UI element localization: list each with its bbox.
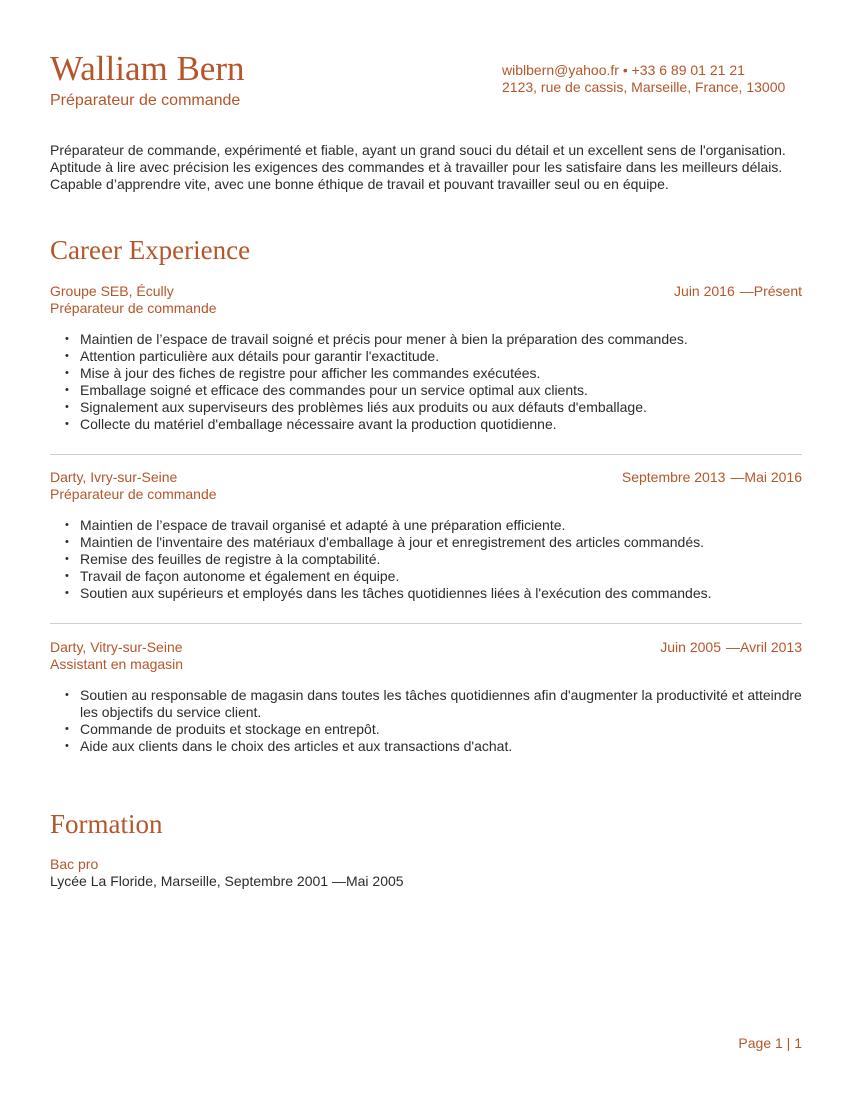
- job-dates: [660, 639, 802, 656]
- summary-line: Préparateur de commande, expérimenté et fiable, ayant un grand souci du détail et un excellent sens de l'organisation.: [50, 142, 786, 158]
- duty-text: Aide aux clients dans le choix des articles et aux transactions d'achat.: [80, 738, 513, 754]
- bullet-icon: •: [65, 367, 69, 379]
- list-item: [65, 738, 802, 755]
- job-company: Groupe SEB, Écully: [50, 283, 174, 299]
- job-duties-list: [50, 687, 802, 755]
- duty-text: Commande de produits et stockage en entrepôt.: [80, 721, 380, 737]
- job-company: Darty, Vitry-sur-Seine: [50, 639, 183, 655]
- profile-summary: [50, 142, 802, 193]
- job-header: [50, 639, 802, 673]
- job-role: Assistant en magasin: [50, 656, 184, 672]
- job-start-date: Juin 2005: [660, 639, 721, 655]
- job-company: Darty, Ivry-sur-Seine: [50, 469, 178, 485]
- candidate-job-title: Préparateur de commande: [50, 92, 241, 109]
- bullet-icon: •: [65, 723, 69, 735]
- job-entry: [50, 283, 802, 433]
- bullet-icon: •: [65, 350, 69, 362]
- job-start-date: Juin 2016: [674, 283, 735, 299]
- list-item: [65, 348, 802, 365]
- duty-text: Maintien de l’espace de travail soigné et précis pour mener à bien la préparation des commandes.: [80, 331, 688, 347]
- candidate-name: Walliam Bern: [50, 49, 245, 88]
- list-item: [65, 517, 802, 534]
- contact-block: [502, 62, 802, 96]
- education-degree: Bac pro: [50, 856, 99, 872]
- duty-text: Maintien de l’espace de travail organisé et adapté à une préparation efficiente.: [80, 517, 566, 533]
- list-item: [65, 365, 802, 382]
- resume-page: [50, 0, 802, 1102]
- bullet-icon: •: [65, 740, 69, 752]
- bullet-icon: •: [65, 401, 69, 413]
- list-item: [65, 416, 802, 433]
- job-end-date: —Avril 2013: [725, 639, 802, 655]
- education-end-date: —Mai 2005: [331, 873, 404, 889]
- education-entry: [50, 856, 404, 890]
- summary-line: Aptitude à lire avec précision les exigences des commandes et à travailler pour les satisfaire dans les meilleurs délais.: [50, 159, 783, 175]
- bullet-icon: •: [65, 553, 69, 565]
- job-role: Préparateur de commande: [50, 486, 217, 502]
- divider: [50, 454, 802, 455]
- career-section-title: Career Experience: [50, 235, 251, 265]
- job-role: Préparateur de commande: [50, 300, 217, 316]
- bullet-icon: •: [65, 418, 69, 430]
- contact-address: 2123, rue de cassis, Marseille, France, 13000: [502, 79, 786, 95]
- job-dates: [674, 283, 802, 300]
- bullet-icon: •: [65, 570, 69, 582]
- duty-text: Attention particulière aux détails pour garantir l'exactitude.: [80, 348, 440, 364]
- bullet-icon: •: [65, 587, 69, 599]
- summary-line: Capable d’apprendre vite, avec une bonne éthique de travail et pouvant travailler seul ou en équipe.: [50, 176, 669, 192]
- education-section-title: Formation: [50, 809, 163, 839]
- duty-text: Remise des feuilles de registre à la comptabilité.: [80, 551, 381, 567]
- bullet-icon: •: [65, 384, 69, 396]
- duty-text: Maintien de l'inventaire des matériaux d'emballage à jour et enregistrement des articles commandés.: [80, 534, 704, 550]
- education-details: [50, 873, 404, 890]
- list-item: [65, 568, 802, 585]
- duty-text: Emballage soigné et efficace des commandes pour un service optimal aux clients.: [80, 382, 588, 398]
- list-item: [65, 721, 802, 738]
- duty-text: Collecte du matériel d'emballage nécessaire avant la production quotidienne.: [80, 416, 557, 432]
- job-duties-list: [50, 331, 802, 433]
- list-item-continuation: [80, 704, 802, 721]
- job-dates: [622, 469, 802, 486]
- list-item: [65, 399, 802, 416]
- job-header: [50, 283, 802, 317]
- education-school: Lycée La Floride, Marseille, Septembre 2001: [50, 873, 329, 889]
- job-entry: [50, 469, 802, 602]
- bullet-icon: •: [65, 333, 69, 345]
- duty-text: Soutien au responsable de magasin dans toutes les tâches quotidiennes afin d'augmenter la productivité et atteindre: [80, 687, 802, 703]
- duty-text: Travail de façon autonome et également en équipe.: [80, 568, 400, 584]
- bullet-icon: •: [65, 519, 69, 531]
- duty-text: Signalement aux superviseurs des problèmes liés aux produits ou aux défauts d'emballage.: [80, 399, 647, 415]
- list-item: [65, 382, 802, 399]
- contact-email-phone: wiblbern@yahoo.fr • +33 6 89 01 21 21: [502, 62, 745, 78]
- job-duties-list: [50, 517, 802, 602]
- job-end-date: —Mai 2016: [730, 469, 802, 485]
- duty-text: Mise à jour des fiches de registre pour afficher les commandes exécutées.: [80, 365, 541, 381]
- job-start-date: Septembre 2013: [621, 469, 726, 485]
- bullet-icon: •: [65, 689, 69, 701]
- job-header: [50, 469, 802, 503]
- list-item: [65, 534, 802, 551]
- list-item: [65, 585, 802, 602]
- duty-text: les objectifs du service client.: [80, 704, 262, 720]
- list-item: [65, 551, 802, 568]
- job-entry: [50, 639, 802, 755]
- divider: [50, 623, 802, 624]
- bullet-icon: •: [65, 536, 69, 548]
- list-item: [65, 331, 802, 348]
- page-number: Page 1 | 1: [738, 1035, 802, 1051]
- duty-text: Soutien aux supérieurs et employés dans les tâches quotidiennes liées à l'exécution des commandes.: [80, 585, 712, 601]
- job-end-date: —Présent: [739, 283, 802, 299]
- list-item: [65, 687, 802, 704]
